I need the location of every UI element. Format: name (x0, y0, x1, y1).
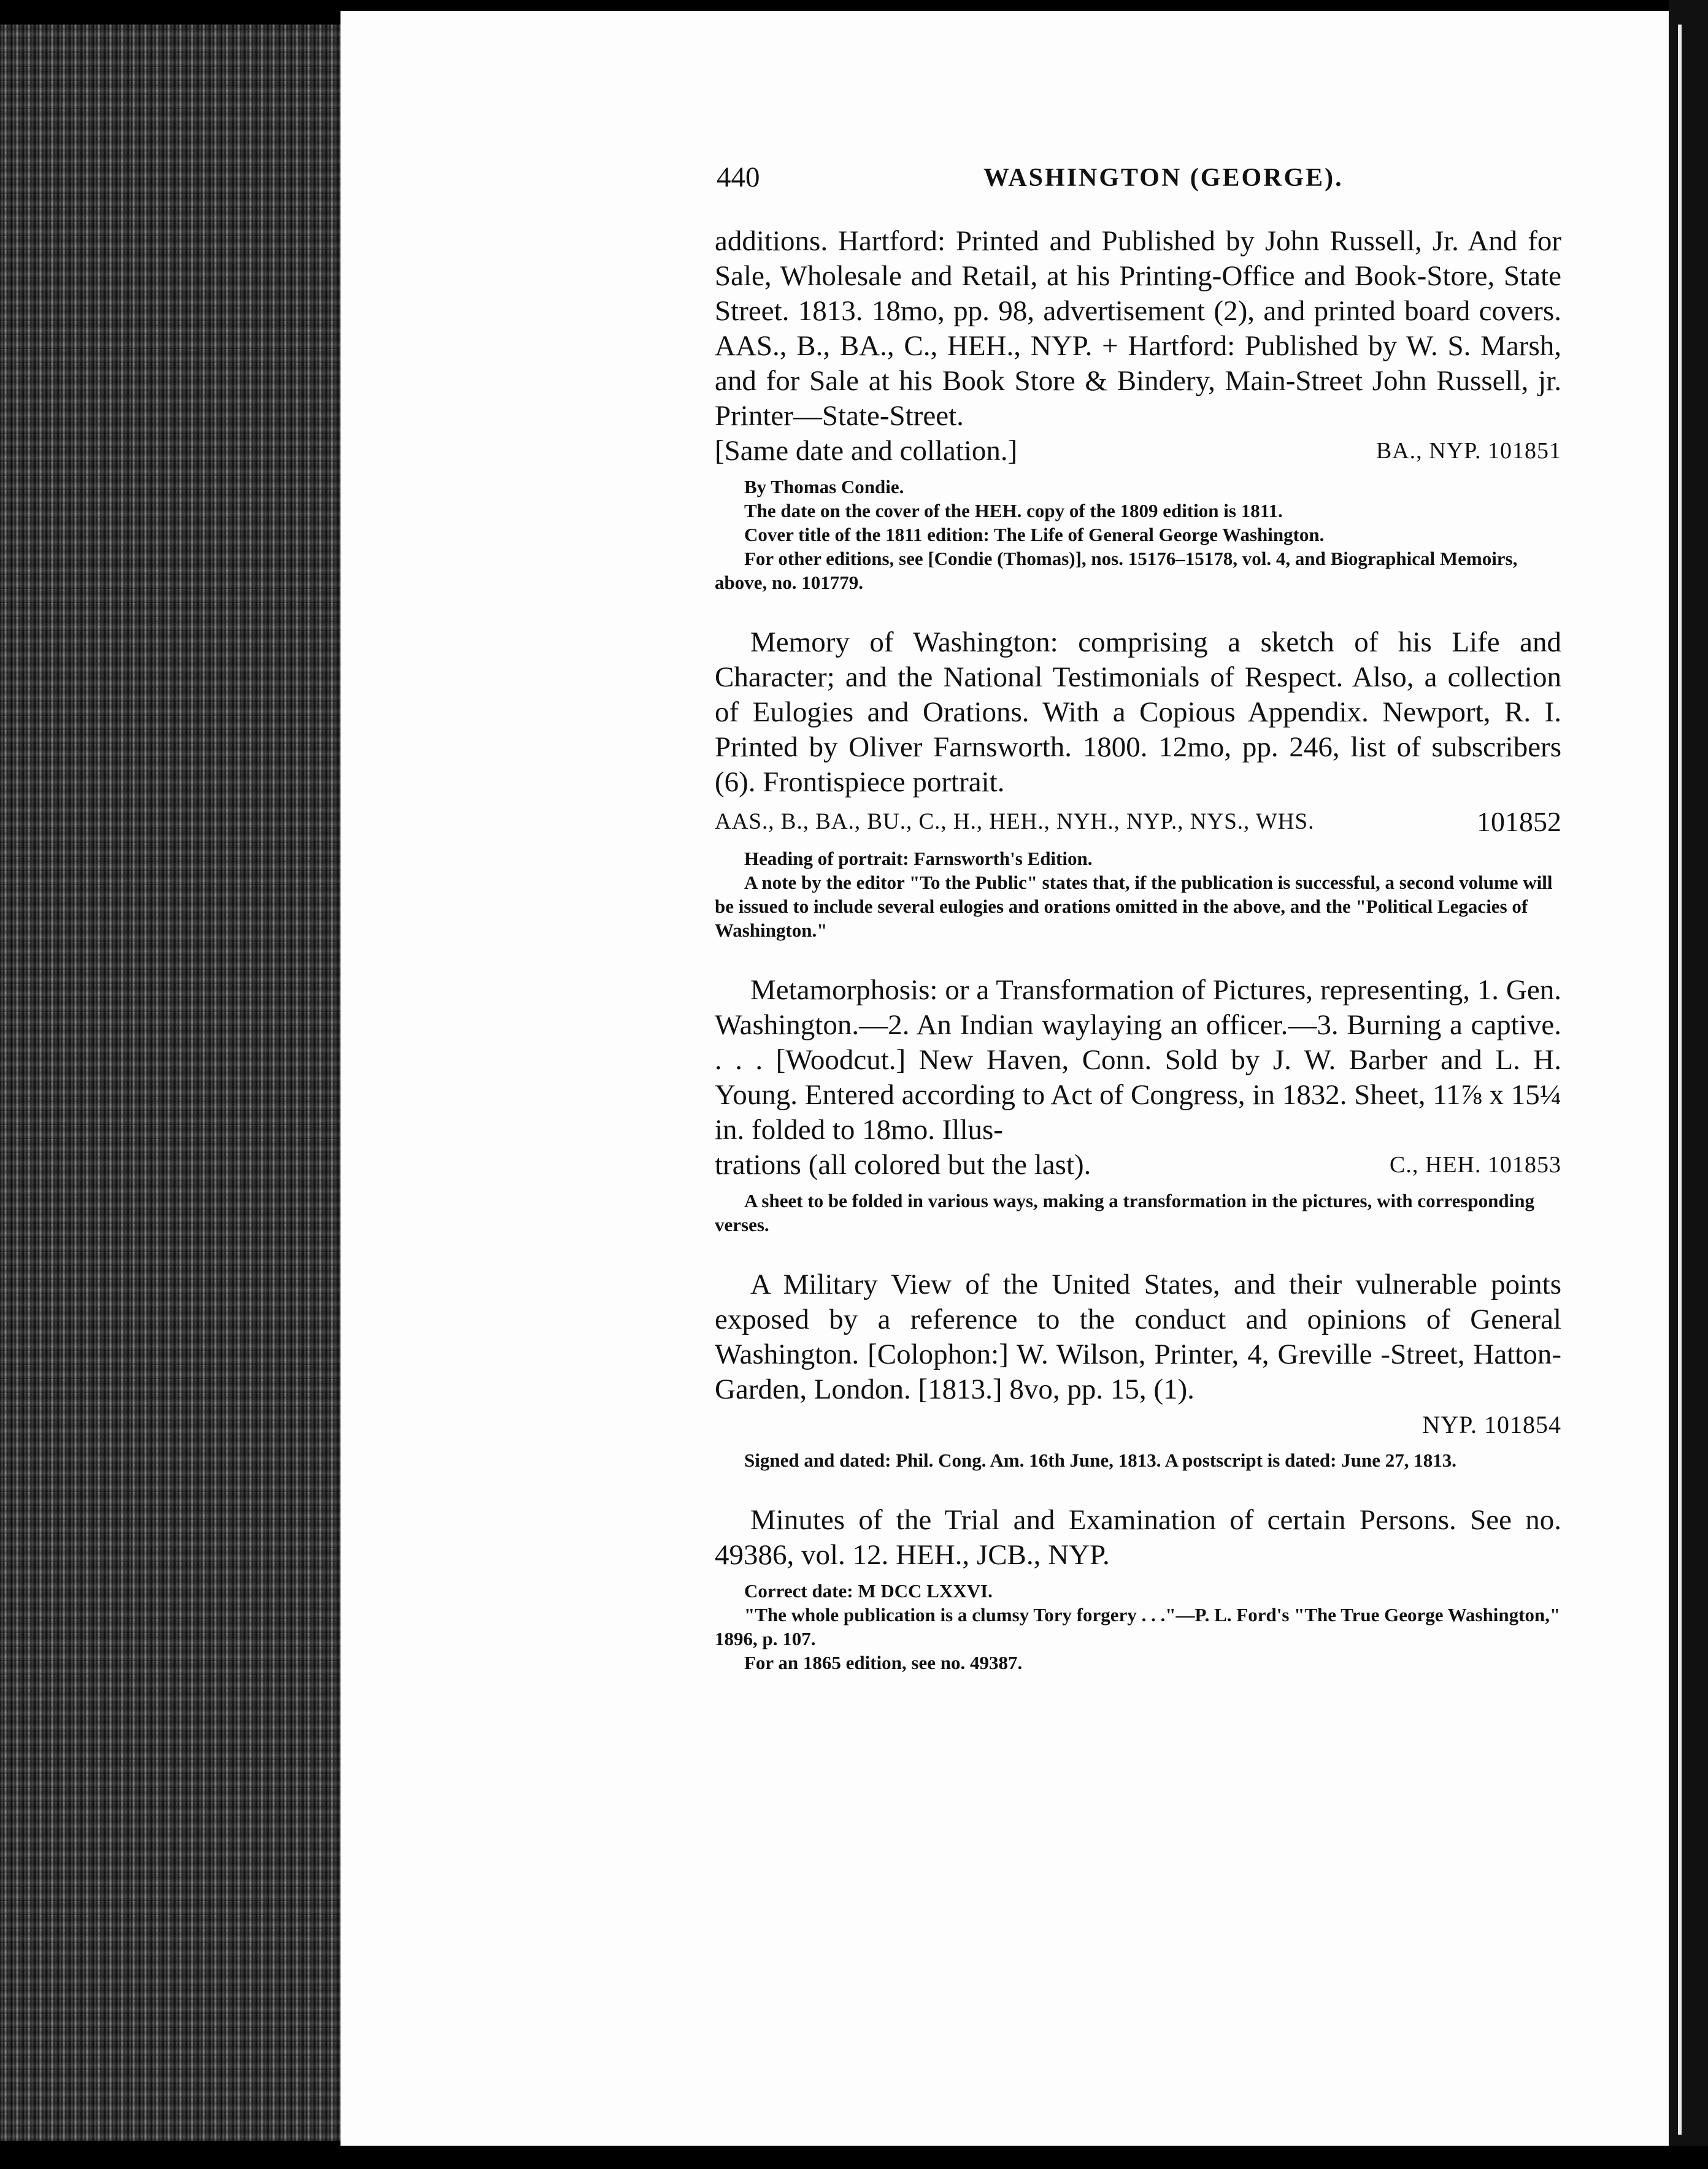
entry-call-line (715, 1148, 1561, 1183)
entry-note: By Thomas Condie. (744, 476, 904, 497)
entry-notes (715, 1189, 1561, 1237)
book-page-edges (0, 25, 340, 2141)
entry-call-line (715, 434, 1561, 469)
page-content (715, 224, 1561, 1675)
entry-note: Cover title of the 1811 edition: The Life of General George Washington. (744, 524, 1325, 545)
entry-call-number: C., HEH. 101853 (1390, 1152, 1561, 1178)
next-page-edge (1678, 25, 1682, 2135)
entry-101853 (715, 973, 1561, 1237)
entry-text: Minutes of the Trial and Examination of certain Persons. See no. 49386, vol. 12. HEH., JCB., NYP. (715, 1504, 1561, 1571)
entry-call-number: NYP. 101854 (1422, 1411, 1561, 1438)
entry-last-line: trations (all colored but the last). (715, 1149, 1091, 1181)
entry-note: A sheet to be folded in various ways, making a transformation in the pictures, with corresponding verses. (715, 1190, 1534, 1235)
running-title: WASHINGTON (GEORGE). (983, 164, 1344, 192)
running-head (717, 161, 1557, 198)
entry-note: For an 1865 edition, see no. 49387. (744, 1652, 1023, 1673)
entry-text: Memory of Washington: comprising a sketch of his Life and Character; and the National Testimonials of Respect. Also, a collection of Eulogies and Orations. With a Copious Appendix. Newport, R. I. Printed by Oliver Farnsworth. 1800. 12mo, pp. 246, list of subscribers (6). Frontispiece portrait. (715, 626, 1561, 798)
entry-101852 (715, 625, 1561, 942)
entry-notes (715, 1448, 1561, 1472)
entry-101854 (715, 1267, 1561, 1472)
page-number: 440 (717, 161, 760, 193)
entry-notes (715, 846, 1561, 942)
entry-locations-line (715, 804, 1561, 840)
entry-note: The date on the cover of the HEH. copy of the 1809 edition is 1811. (744, 500, 1283, 521)
entry-last-line: [Same date and collation.] (715, 435, 1018, 467)
entry-note: Correct date: M DCC LXXVI. (744, 1580, 993, 1602)
entry-notes (715, 475, 1561, 594)
entry-minutes (715, 1503, 1561, 1675)
entry-note: A note by the editor "To the Public" states that, if the publication is successful, a second volume will be issued to include several eulogies and orations omitted in the above, and the "Political Legacies of Washington." (715, 872, 1553, 941)
scan-bottom-margin (0, 2146, 1708, 2169)
entry-note: Signed and dated: Phil. Cong. Am. 16th June, 1813. A postscript is dated: June 27, 1813. (744, 1449, 1456, 1471)
entry-text: additions. Hartford: Printed and Published by John Russell, Jr. And for Sale, Wholesale and Retail, at his Printing-Office and Book-Store, State Street. 1813. 18mo, pp. 98, advertisement (2), and printed board covers. AAS., B., BA., C., HEH., NYP. + Hartford: Published by W. S. Marsh, and for Sale at his Book Store & Bindery, Main-Street John Russell, jr. Printer—State-Street. (715, 225, 1561, 432)
entry-number: 101852 (1477, 806, 1561, 837)
entry-call-number: BA., NYP. 101851 (1375, 438, 1561, 464)
entry-text: Metamorphosis: or a Transformation of Pictures, representing, 1. Gen. Washington.—2. An Indian waylaying an officer.—3. Burning a captive. . . . [Woodcut.] New Haven, Conn. Sold by J. W. Barber and L. H. Young. Entered according to Act of Congress, in 1832. Sheet, 11⅞ x 15¼ in. folded to 18mo. Illus- (715, 974, 1561, 1146)
entry-locations: AAS., B., BA., BU., C., H., HEH., NYH., NYP., NYS., WHS. (715, 809, 1315, 834)
entry-text: A Military View of the United States, and their vulnerable points exposed by a reference to the conduct and opinions of General Washington. [Colophon:] W. Wilson, Printer, 4, Greville -Street, Hatton-Garden, London. [1813.] 8vo, pp. 15, (1). (715, 1269, 1561, 1405)
entry-note: For other editions, see [Condie (Thomas)], nos. 15176–15178, vol. 4, and Biographical Memoirs, above, no. 101779. (715, 548, 1518, 593)
entry-note: "The whole publication is a clumsy Tory forgery . . ."—P. L. Ford's "The True George Washington," 1896, p. 107. (715, 1604, 1561, 1649)
scan-right-margin (1669, 0, 1708, 2169)
entry-101851 (715, 224, 1561, 594)
entry-note: Heading of portrait: Farnsworth's Edition. (744, 848, 1093, 869)
entry-notes (715, 1579, 1561, 1675)
